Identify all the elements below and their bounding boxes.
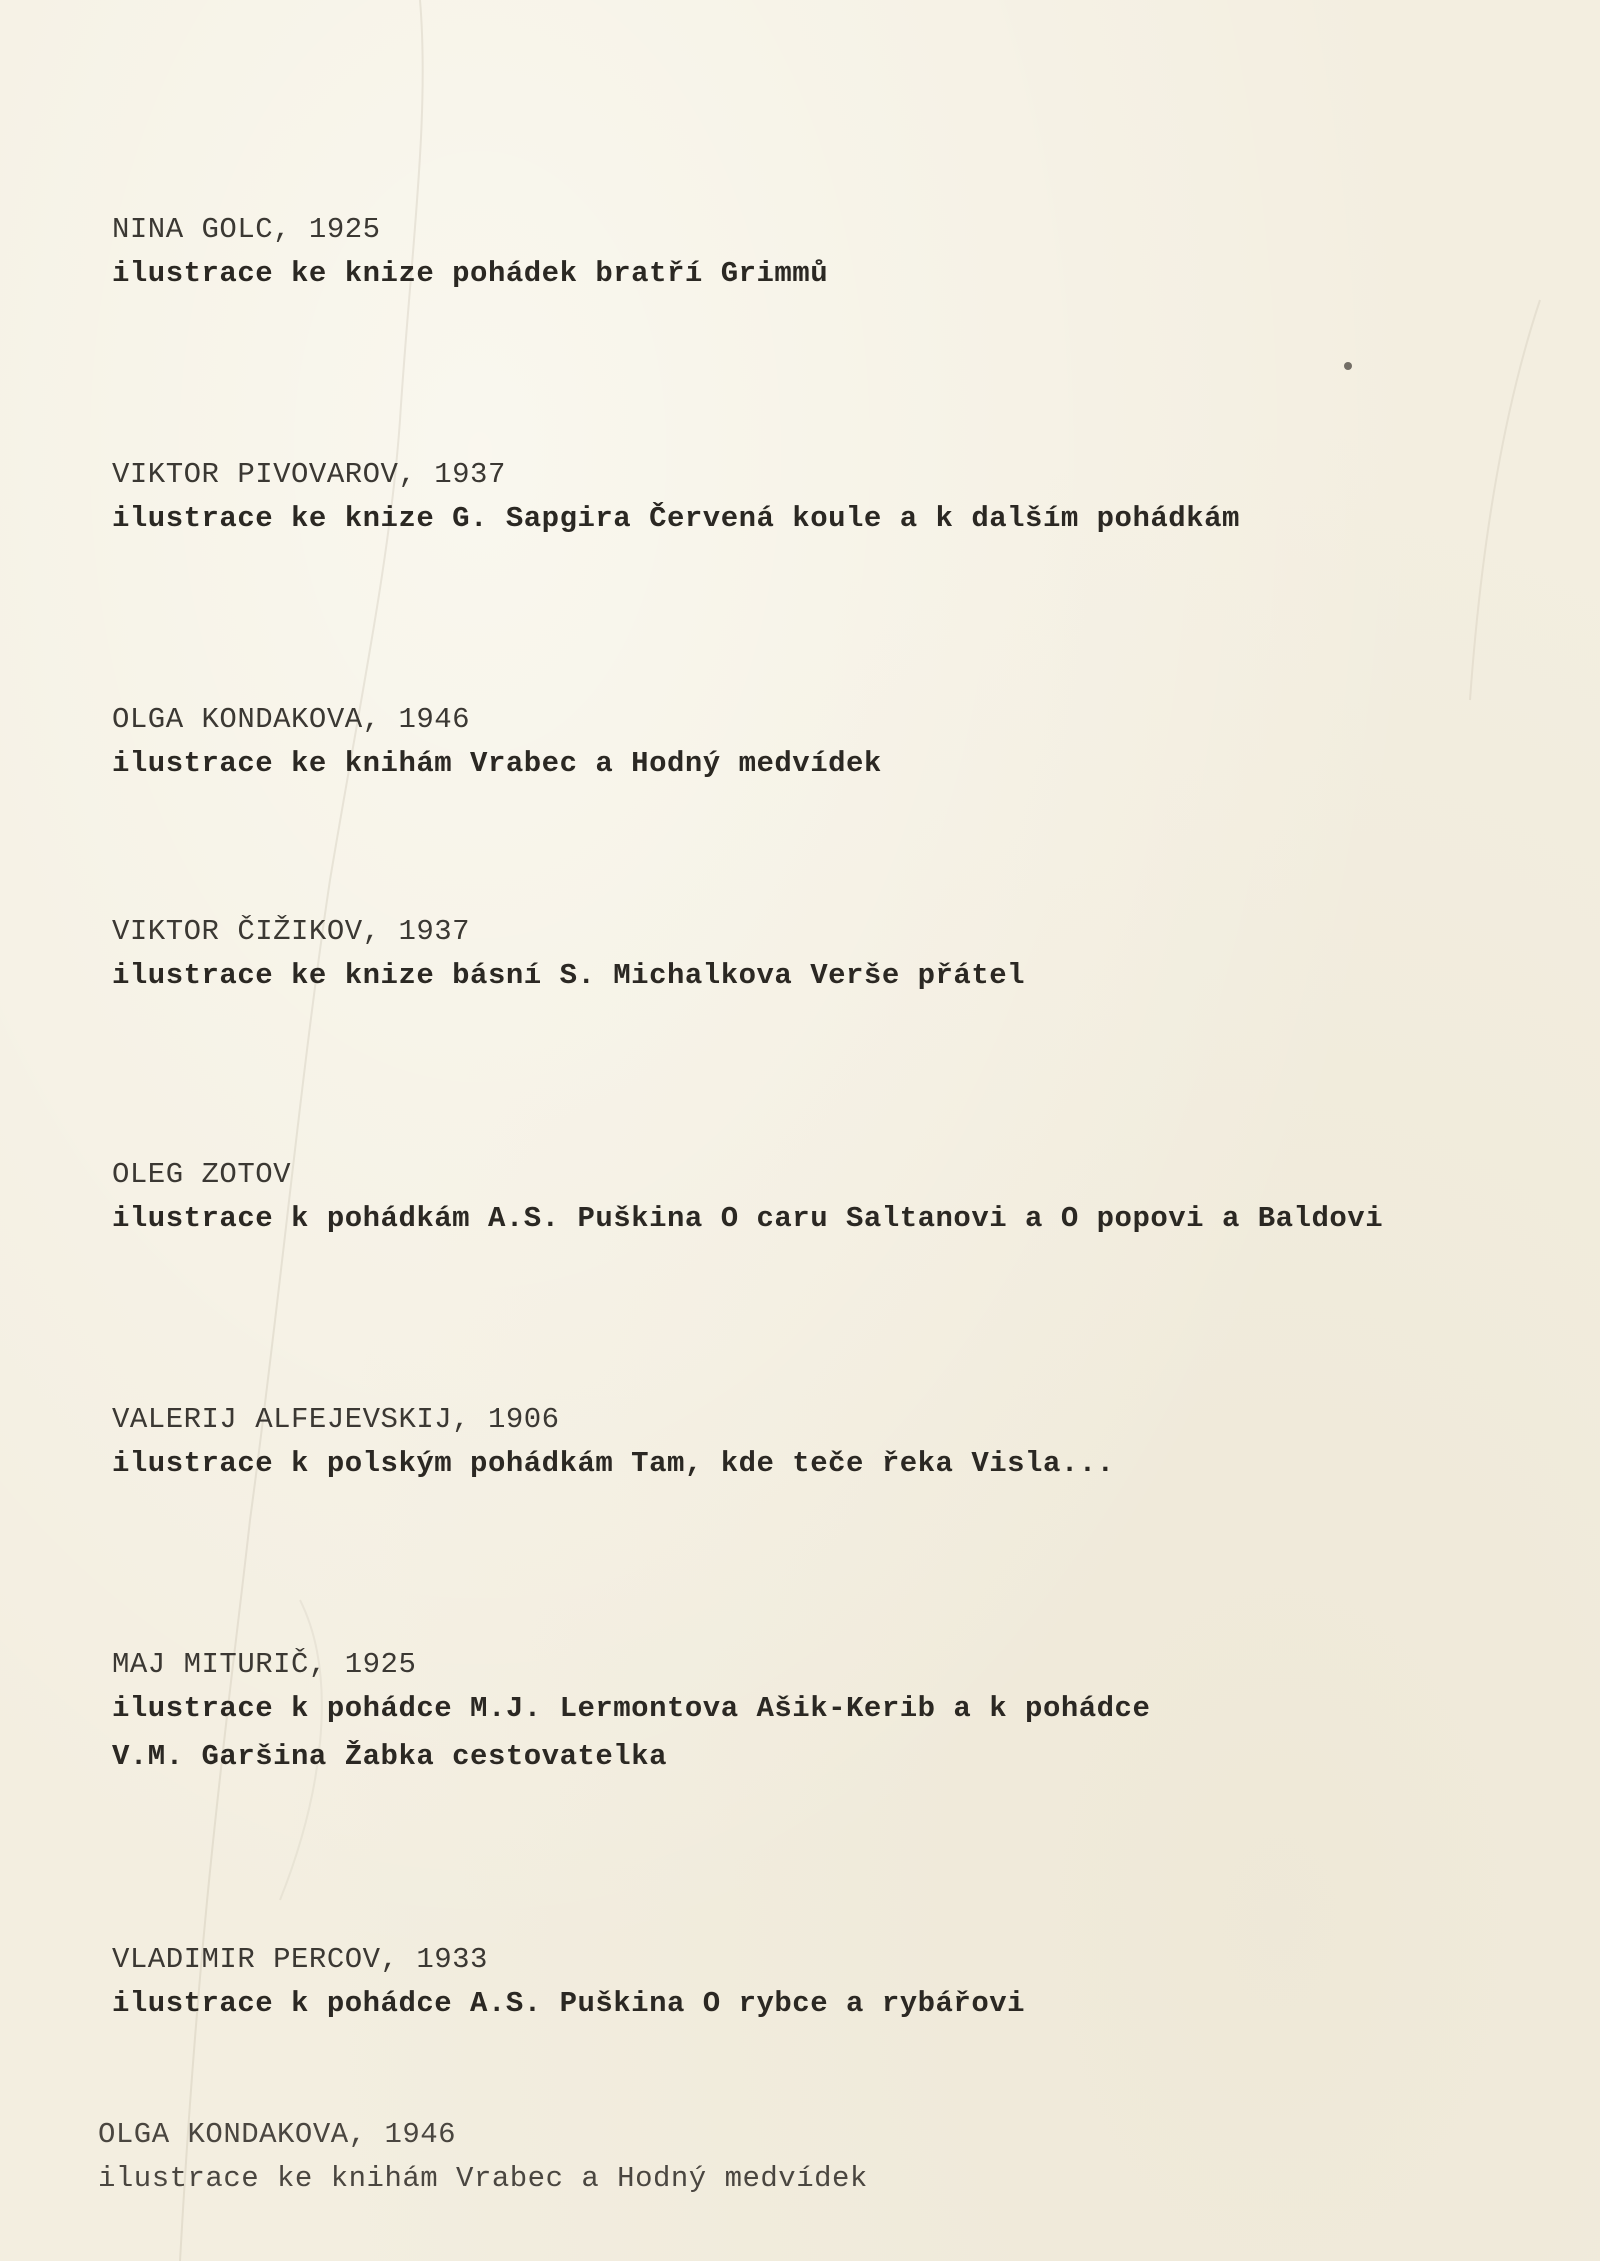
artwork-description: ilustrace k pohádce A.S. Puškina O rybce a rybářovi — [112, 1987, 1026, 2020]
artist-name: VIKTOR PIVOVAROV, 1937 — [112, 458, 506, 491]
entry-2 — [112, 455, 1240, 543]
artwork-description: ilustrace ke knize pohádek bratří Grimmů — [112, 257, 829, 290]
artist-name: VLADIMIR PERCOV, 1933 — [112, 1943, 488, 1976]
entry-6 — [112, 1400, 1115, 1488]
artist-name: VALERIJ ALFEJEVSKIJ, 1906 — [112, 1403, 560, 1436]
artwork-description: ilustrace k pohádkám A.S. Puškina O caru Saltanovi a O popovi a Baldovi — [112, 1202, 1384, 1235]
entry-5 — [112, 1155, 1383, 1243]
artist-name: OLGA KONDAKOVA, 1946 — [98, 2118, 457, 2151]
artwork-description: ilustrace k polským pohádkám Tam, kde teče řeka Visla... — [112, 1447, 1115, 1480]
artist-name: VIKTOR ČIŽIKOV, 1937 — [112, 915, 471, 948]
entry-7 — [112, 1645, 1150, 1781]
artwork-description: ilustrace ke knihám Vrabec a Hodný medvídek — [98, 2162, 868, 2195]
entry-4 — [112, 912, 1025, 1000]
entry-3 — [112, 700, 882, 788]
artwork-description: ilustrace k pohádce M.J. Lermontova Ašik-Kerib a k pohádce — [112, 1692, 1151, 1725]
artist-name: OLGA KONDAKOVA, 1946 — [112, 703, 471, 736]
artist-name: OLEG ZOTOV — [112, 1158, 292, 1191]
artwork-description: ilustrace ke knihám Vrabec a Hodný medvídek — [112, 747, 882, 780]
artwork-description: ilustrace ke knize G. Sapgira Červená koule a k dalším pohádkám — [112, 502, 1240, 535]
artist-name: MAJ MITURIČ, 1925 — [112, 1648, 417, 1681]
entry-8 — [112, 1940, 1025, 2028]
entry-9 — [98, 2115, 868, 2203]
artwork-description: ilustrace ke knize básní S. Michalkova Verše přátel — [112, 959, 1026, 992]
entry-1 — [112, 210, 828, 298]
artwork-description-continued: V.M. Garšina Žabka cestovatelka — [112, 1740, 667, 1773]
artist-name: NINA GOLC, 1925 — [112, 213, 381, 246]
